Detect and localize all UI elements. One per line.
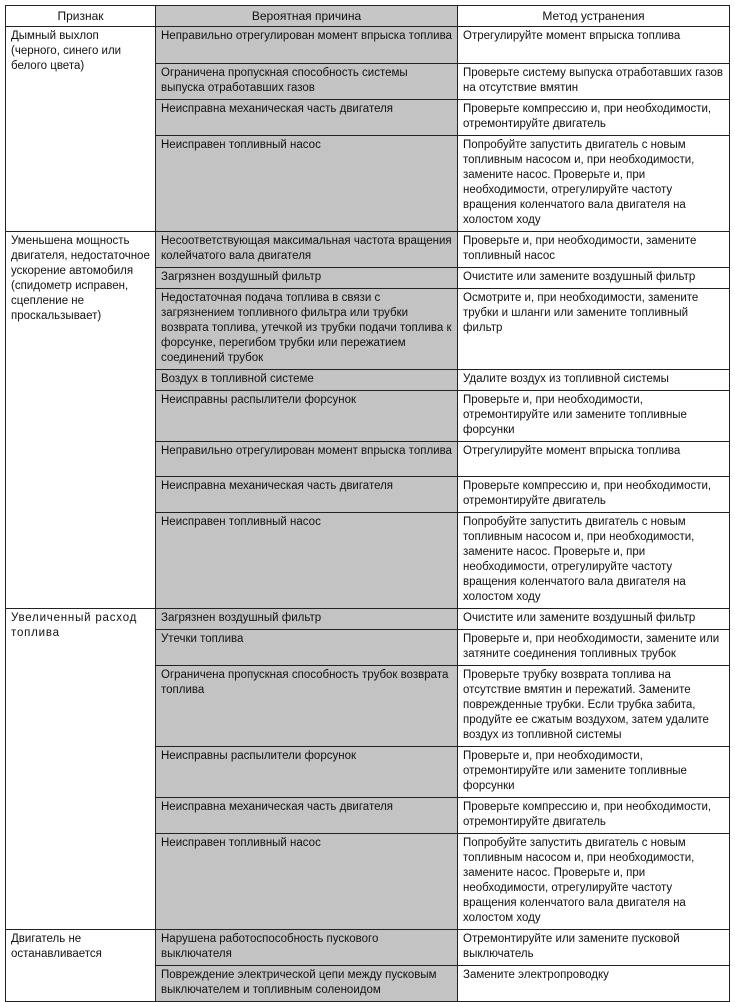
cause-cell: Неисправен топливный насос xyxy=(156,834,458,930)
symptom-cell: Уменьшена мощность двигателя, недостаточное ускорение автомобиля (спидометр исправен, сцепление не проскальзывает) xyxy=(6,232,156,609)
remedy-cell: Попробуйте запустить двигатель с новым топливным насосом и, при необходимости, замените насос. Проверьте и, при необходимости, отрегулируйте частоту вращения коленчатого вала двигателя на холостом ходу xyxy=(458,513,730,609)
symptom-cell: Увеличенный расход топлива xyxy=(6,609,156,930)
remedy-cell: Удалите воздух из топливной системы xyxy=(458,370,730,391)
remedy-cell: Проверьте и, при необходимости, отремонтируйте или замените топливные форсунки xyxy=(458,391,730,442)
table-row xyxy=(6,232,730,268)
remedy-cell: Очистите или замените воздушный фильтр xyxy=(458,609,730,630)
cause-cell: Недостаточная подача топлива в связи с загрязнением топливного фильтра или трубки возврата топлива, утечкой из трубки подачи топлива к форсунке, перегибом трубки или пережатием соединений трубок xyxy=(156,289,458,370)
symptom-cell: Двигатель не останавливается xyxy=(6,930,156,1002)
cause-cell: Неисправна механическая часть двигателя xyxy=(156,100,458,136)
remedy-cell: Проверьте компрессию и, при необходимости, отремонтируйте двигатель xyxy=(458,477,730,513)
remedy-cell: Очистите или замените воздушный фильтр xyxy=(458,268,730,289)
remedy-cell: Замените электропроводку xyxy=(458,966,730,1002)
cause-cell: Неисправны распылители форсунок xyxy=(156,747,458,798)
symptom-cell: Дымный выхлоп (черного, синего или белого цвета) xyxy=(6,27,156,232)
cause-cell: Нарушена работоспособность пускового выключателя xyxy=(156,930,458,966)
cause-cell: Утечки топлива xyxy=(156,630,458,666)
remedy-cell: Проверьте и, при необходимости, замените или затяните соединения топливных трубок xyxy=(458,630,730,666)
cause-cell: Неправильно отрегулирован момент впрыска топлива xyxy=(156,442,458,477)
cause-cell: Воздух в топливной системе xyxy=(156,370,458,391)
remedy-cell: Проверьте компрессию и, при необходимости, отремонтируйте двигатель xyxy=(458,798,730,834)
remedy-cell: Попробуйте запустить двигатель с новым топливным насосом и, при необходимости, замените насос. Проверьте и, при необходимости, отрегулируйте частоту вращения коленчатого вала двигателя на холостом ходу xyxy=(458,136,730,232)
header-cause: Вероятная причина xyxy=(156,6,458,27)
cause-cell: Неисправна механическая часть двигателя xyxy=(156,477,458,513)
cause-cell: Ограничена пропускная способность системы выпуска отработавших газов xyxy=(156,64,458,100)
remedy-cell: Проверьте и, при необходимости, замените топливный насос xyxy=(458,232,730,268)
cause-cell: Неправильно отрегулирован момент впрыска топлива xyxy=(156,27,458,64)
cause-cell: Ограничена пропускная способность трубок возврата топлива xyxy=(156,666,458,747)
table-row xyxy=(6,27,730,64)
remedy-cell: Проверьте компрессию и, при необходимости, отремонтируйте двигатель xyxy=(458,100,730,136)
remedy-cell: Проверьте и, при необходимости, отремонтируйте или замените топливные форсунки xyxy=(458,747,730,798)
cause-cell: Неисправна механическая часть двигателя xyxy=(156,798,458,834)
cause-cell: Загрязнен воздушный фильтр xyxy=(156,609,458,630)
cause-cell: Неисправны распылители форсунок xyxy=(156,391,458,442)
cause-cell: Неисправен топливный насос xyxy=(156,136,458,232)
remedy-cell: Отремонтируйте или замените пусковой выключатель xyxy=(458,930,730,966)
remedy-cell: Проверьте систему выпуска отработавших газов на отсутствие вмятин xyxy=(458,64,730,100)
remedy-cell: Отрегулируйте момент впрыска топлива xyxy=(458,27,730,64)
remedy-cell: Осмотрите и, при необходимости, замените трубки и шланги или замените топливный фильтр xyxy=(458,289,730,370)
cause-cell: Неисправен топливный насос xyxy=(156,513,458,609)
remedy-cell: Попробуйте запустить двигатель с новым топливным насосом и, при необходимости, замените насос. Проверьте и, при необходимости, отрегулируйте частоту вращения коленчатого вала двигателя на холостом ходу xyxy=(458,834,730,930)
remedy-cell: Отрегулируйте момент впрыска топлива xyxy=(458,442,730,477)
table-header-row xyxy=(6,6,730,27)
cause-cell: Загрязнен воздушный фильтр xyxy=(156,268,458,289)
header-symptom: Признак xyxy=(6,6,156,27)
cause-cell: Повреждение электрической цепи между пусковым выключателем и топливным соленоидом xyxy=(156,966,458,1002)
table-row xyxy=(6,930,730,966)
table-row xyxy=(6,609,730,630)
troubleshooting-table xyxy=(5,5,730,1002)
cause-cell: Несоответствующая максимальная частота вращения колейчатого вала двигателя xyxy=(156,232,458,268)
header-remedy: Метод устранения xyxy=(458,6,730,27)
remedy-cell: Проверьте трубку возврата топлива на отсутствие вмятин и пережатий. Замените поврежденные трубки. Если трубка забита, продуйте ее сжатым воздухом, затем удалите воздух из топливной системы xyxy=(458,666,730,747)
